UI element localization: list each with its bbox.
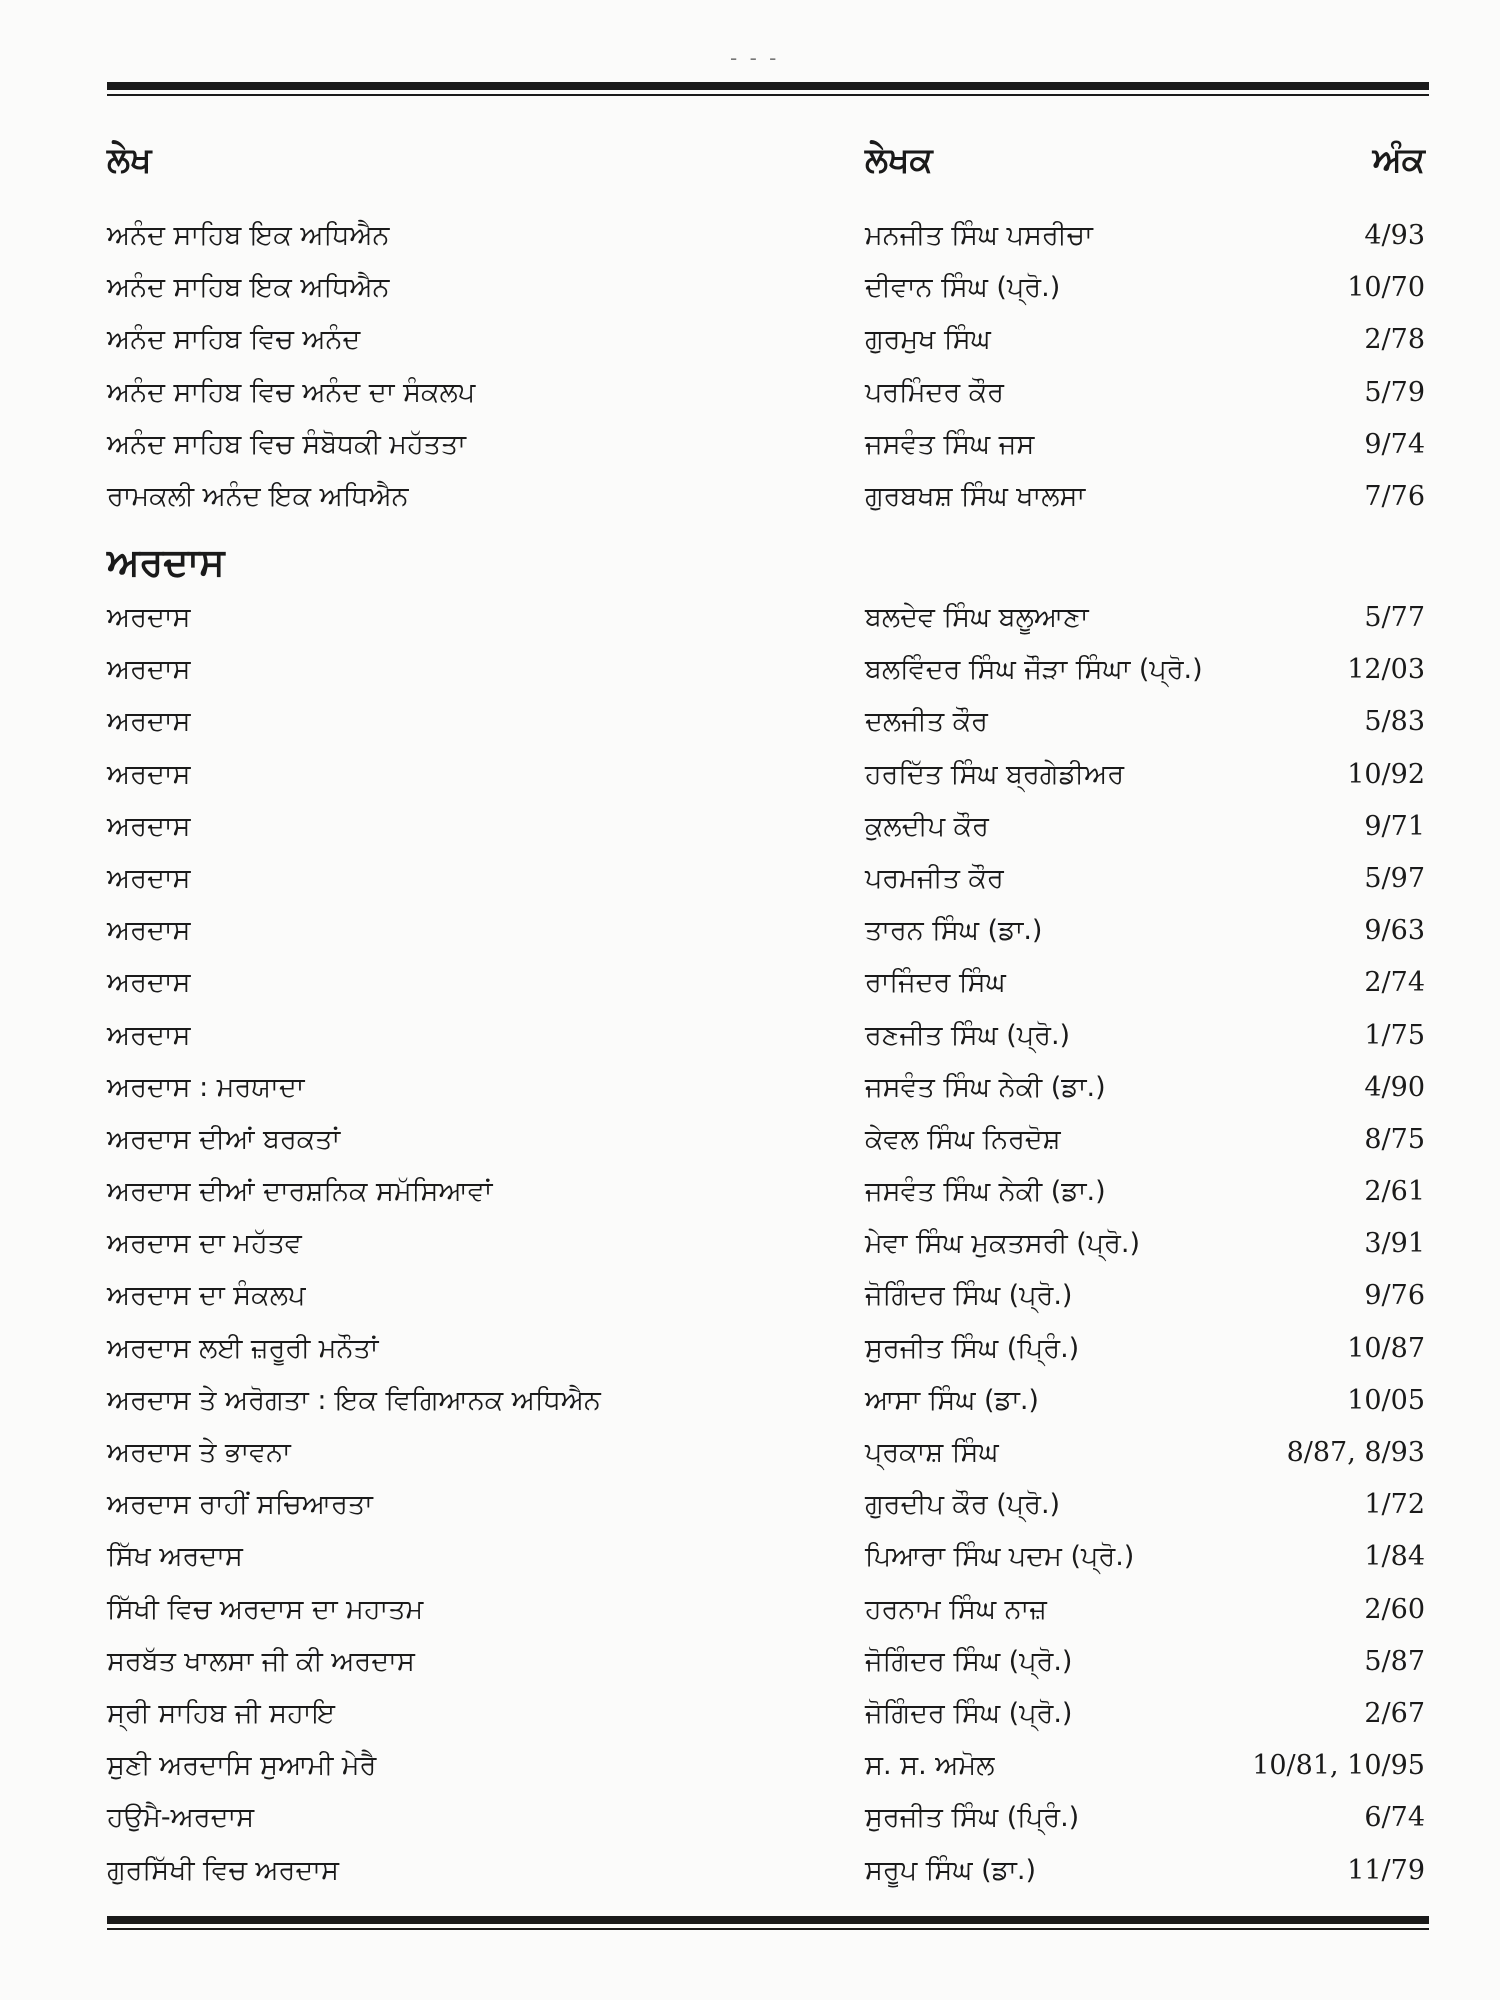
entry-author: ਬਲਵਿੰਦਰ ਸਿੰਘ ਜੌੜਾ ਸਿੰਘਾ (ਪ੍ਰੋ.) [865, 654, 1203, 686]
top-rule-thick [107, 82, 1429, 90]
entry-author: ਹਰਨਾਮ ਸਿੰਘ ਨਾਜ਼ [865, 1593, 1047, 1625]
index-row [107, 749, 1425, 801]
entry-author: ਬਲਦੇਵ ਸਿੰਘ ਬਲੂਆਣਾ [865, 602, 1089, 633]
entry-author: ਪਰਮਿੰਦਰ ਕੌਰ [865, 376, 1004, 408]
index-row [107, 262, 1425, 314]
index-row [107, 1531, 1425, 1583]
entry-title: ਅਨੰਦ ਸਾਹਿਬ ਵਿਚ ਸੰਬੋਧਕੀ ਮਹੱਤਤਾ [107, 428, 466, 460]
entry-issue: 11/79 [1347, 1854, 1425, 1886]
entry-author: ਜੋਗਿੰਦਰ ਸਿੰਘ (ਪ੍ਰੋ.) [865, 1280, 1073, 1312]
index-row [107, 1636, 1425, 1688]
entry-title: ਅਰਦਾਸ [107, 967, 191, 999]
index-row [107, 1740, 1425, 1792]
index-row [107, 1375, 1425, 1427]
entry-title: ਰਾਮਕਲੀ ਅਨੰਦ ਇਕ ਅਧਿਐਨ [107, 480, 409, 512]
entry-title: ਅਰਦਾਸ ਦੀਆਂ ਬਰਕਤਾਂ [107, 1123, 341, 1155]
entry-issue: 2/61 [1364, 1176, 1425, 1208]
entry-title: ਅਰਦਾਸ [107, 1019, 191, 1051]
entry-issue: 1/72 [1364, 1489, 1425, 1521]
index-row [107, 419, 1425, 471]
entry-title: ਅਰਦਾਸ ਦਾ ਮਹੱਤਵ [107, 1228, 302, 1260]
entry-author: ਗੁਰਮੁਖ ਸਿੰਘ [865, 324, 991, 356]
index-row [107, 1845, 1425, 1897]
entry-title: ਅਰਦਾਸ [107, 758, 191, 790]
index-row [107, 801, 1425, 853]
entry-author: ਮਨਜੀਤ ਸਿੰਘ ਪਸਰੀਚਾ [865, 220, 1093, 251]
header-author: ਲੇਖਕ [865, 140, 933, 180]
header-issue: ਅੰਕ [1372, 140, 1425, 180]
index-row [107, 644, 1425, 696]
entry-title: ਅਨੰਦ ਸਾਹਿਬ ਵਿਚ ਅਨੰਦ ਦਾ ਸੰਕਲਪ [107, 376, 476, 408]
entry-author: ਗੁਰਦੀਪ ਕੌਰ (ਪ੍ਰੋ.) [865, 1489, 1061, 1521]
entry-title: ਅਨੰਦ ਸਾਹਿਬ ਵਿਚ ਅਨੰਦ [107, 324, 361, 356]
entry-title: ਅਰਦਾਸ ਰਾਹੀਂ ਸਚਿਆਰਤਾ [107, 1489, 373, 1521]
entry-title: ਅਰਦਾਸ ਲਈ ਜ਼ਰੂਰੀ ਮਨੌਤਾਂ [107, 1332, 379, 1364]
entry-title: ਅਨੰਦ ਸਾਹਿਬ ਇਕ ਅਧਿਐਨ [107, 220, 390, 251]
entry-issue: 9/71 [1364, 810, 1425, 842]
entry-issue: 12/03 [1347, 654, 1425, 686]
entry-title: ਸਿੱਖੀ ਵਿਚ ਅਰਦਾਸ ਦਾ ਮਹਾਤਮ [107, 1593, 424, 1625]
bottom-rule-thin [107, 1928, 1429, 1930]
anand-entries-list [107, 210, 1425, 523]
entry-title: ਅਰਦਾਸ ਦਾ ਸੰਕਲਪ [107, 1280, 306, 1312]
index-row [107, 1114, 1425, 1166]
entry-title: ਅਰਦਾਸ [107, 706, 191, 738]
entry-title: ਅਰਦਾਸ [107, 915, 191, 947]
entry-title: ਅਨੰਦ ਸਾਹਿਬ ਇਕ ਅਧਿਐਨ [107, 272, 390, 304]
entry-author: ਪ੍ਰਕਾਸ਼ ਸਿੰਘ [865, 1437, 999, 1468]
entry-title: ਅਰਦਾਸ : ਮਰਯਾਦਾ [107, 1071, 305, 1103]
entry-issue: 2/78 [1364, 324, 1425, 356]
index-row [107, 592, 1425, 644]
entry-issue: 9/63 [1364, 915, 1425, 947]
entry-issue: 2/74 [1364, 967, 1425, 999]
entry-issue: 2/60 [1364, 1593, 1425, 1625]
entry-title: ਗੁਰਸਿੱਖੀ ਵਿਚ ਅਰਦਾਸ [107, 1854, 339, 1886]
entry-issue: 10/92 [1347, 758, 1425, 790]
entry-author: ਜੋਗਿੰਦਰ ਸਿੰਘ (ਪ੍ਰੋ.) [865, 1697, 1073, 1729]
header-article: ਲੇਖ [107, 140, 152, 180]
index-row [107, 1218, 1425, 1270]
entry-author: ਸੁਰਜੀਤ ਸਿੰਘ (ਪ੍ਰਿੰ.) [865, 1332, 1080, 1364]
entry-author: ਦਲਜੀਤ ਕੌਰ [865, 706, 988, 738]
ardas-entries-list [107, 592, 1425, 1897]
section-heading-ardas: ਅਰਦਾਸ [107, 540, 225, 584]
entry-issue: 9/76 [1364, 1280, 1425, 1312]
index-row [107, 696, 1425, 748]
entry-author: ਮੇਵਾ ਸਿੰਘ ਮੁਕਤਸਰੀ (ਪ੍ਰੋ.) [865, 1228, 1141, 1260]
index-row [107, 957, 1425, 1009]
entry-issue: 5/77 [1364, 602, 1425, 633]
entry-author: ਦੀਵਾਨ ਸਿੰਘ (ਪ੍ਰੋ.) [865, 272, 1061, 304]
entry-author: ਜੋਗਿੰਦਰ ਸਿੰਘ (ਪ੍ਰੋ.) [865, 1645, 1073, 1677]
entry-title: ਸ੍ਰੀ ਸਾਹਿਬ ਜੀ ਸਹਾਇ [107, 1697, 335, 1729]
entry-title: ਸੁਣੀ ਅਰਦਾਸਿ ਸੁਆਮੀ ਮੇਰੈ [107, 1750, 377, 1782]
index-row [107, 853, 1425, 905]
entry-author: ਗੁਰਬਖਸ਼ ਸਿੰਘ ਖਾਲਸਾ [865, 480, 1086, 512]
entry-issue: 10/05 [1347, 1384, 1425, 1416]
entry-title: ਅਰਦਾਸ ਤੇ ਭਾਵਨਾ [107, 1437, 291, 1468]
index-row [107, 367, 1425, 419]
entry-issue: 6/74 [1364, 1802, 1425, 1834]
entry-author: ਸ. ਸ. ਅਮੋਲ [865, 1750, 995, 1782]
entry-issue: 10/81, 10/95 [1252, 1750, 1425, 1782]
entry-issue: 10/87 [1347, 1332, 1425, 1364]
entry-issue: 5/87 [1364, 1645, 1425, 1677]
entry-author: ਕੁਲਦੀਪ ਕੌਰ [865, 810, 989, 842]
entry-title: ਅਰਦਾਸ [107, 602, 191, 633]
entry-author: ਰਾਜਿੰਦਰ ਸਿੰਘ [865, 967, 1006, 999]
entry-author: ਆਸਾ ਸਿੰਘ (ਡਾ.) [865, 1384, 1039, 1416]
index-row [107, 1479, 1425, 1531]
entry-issue: 4/93 [1364, 220, 1425, 251]
index-row [107, 1323, 1425, 1375]
entry-author: ਜਸਵੰਤ ਸਿੰਘ ਨੇਕੀ (ਡਾ.) [865, 1071, 1106, 1103]
entry-title: ਹਉਮੈ-ਅਰਦਾਸ [107, 1802, 255, 1834]
entry-issue: 5/79 [1364, 376, 1425, 408]
entry-author: ਜਸਵੰਤ ਸਿੰਘ ਨੇਕੀ (ਡਾ.) [865, 1176, 1106, 1208]
entry-issue: 1/75 [1364, 1019, 1425, 1051]
entry-title: ਅਰਦਾਸ [107, 654, 191, 686]
entry-issue: 10/70 [1347, 272, 1425, 304]
index-row [107, 471, 1425, 523]
index-row [107, 1584, 1425, 1636]
entry-author: ਸੁਰਜੀਤ ਸਿੰਘ (ਪ੍ਰਿੰ.) [865, 1802, 1080, 1834]
entry-issue: 5/97 [1364, 862, 1425, 894]
entry-issue: 8/75 [1364, 1123, 1425, 1155]
entry-issue: 4/90 [1364, 1071, 1425, 1103]
entry-title: ਅਰਦਾਸ ਦੀਆਂ ਦਾਰਸ਼ਨਿਕ ਸਮੱਸਿਆਵਾਂ [107, 1176, 493, 1208]
entry-author: ਪਿਆਰਾ ਸਿੰਘ ਪਦਮ (ਪ੍ਰੋ.) [865, 1541, 1135, 1573]
entry-title: ਅਰਦਾਸ ਤੇ ਅਰੋਗਤਾ : ਇਕ ਵਿਗਿਆਨਕ ਅਧਿਐਨ [107, 1384, 601, 1416]
index-row [107, 1010, 1425, 1062]
index-row [107, 210, 1425, 262]
entry-author: ਜਸਵੰਤ ਸਿੰਘ ਜਸ [865, 428, 1035, 460]
index-row [107, 1688, 1425, 1740]
top-rule-thin [107, 94, 1429, 96]
entry-issue: 3/91 [1364, 1228, 1425, 1260]
entry-author: ਸਰੂਪ ਸਿੰਘ (ਡਾ.) [865, 1854, 1036, 1886]
entry-issue: 2/67 [1364, 1697, 1425, 1729]
page-marker: - - - [730, 46, 780, 70]
index-row [107, 1427, 1425, 1479]
entry-author: ਹਰਦਿੱਤ ਸਿੰਘ ਬ੍ਰਗੇਡੀਅਰ [865, 758, 1125, 790]
entry-title: ਸਰਬੱਤ ਖਾਲਸਾ ਜੀ ਕੀ ਅਰਦਾਸ [107, 1645, 415, 1677]
index-row [107, 314, 1425, 366]
entry-author: ਪਰਮਜੀਤ ਕੌਰ [865, 862, 1004, 894]
entry-issue: 7/76 [1364, 480, 1425, 512]
entry-issue: 8/87, 8/93 [1286, 1437, 1425, 1468]
index-row [107, 905, 1425, 957]
bottom-rule-thick [107, 1916, 1429, 1924]
entry-issue: 1/84 [1364, 1541, 1425, 1573]
entry-author: ਰਣਜੀਤ ਸਿੰਘ (ਪ੍ਰੋ.) [865, 1019, 1071, 1051]
entry-author: ਕੇਵਲ ਸਿੰਘ ਨਿਰਦੋਸ਼ [865, 1123, 1061, 1155]
index-row [107, 1270, 1425, 1322]
index-row [107, 1792, 1425, 1844]
index-row [107, 1166, 1425, 1218]
entry-issue: 9/74 [1364, 428, 1425, 460]
entry-title: ਸਿੱਖ ਅਰਦਾਸ [107, 1541, 243, 1573]
column-header [107, 140, 1425, 190]
index-row [107, 1062, 1425, 1114]
entry-author: ਤਾਰਨ ਸਿੰਘ (ਡਾ.) [865, 915, 1043, 947]
entry-title: ਅਰਦਾਸ [107, 810, 191, 842]
entry-issue: 5/83 [1364, 706, 1425, 738]
entry-title: ਅਰਦਾਸ [107, 862, 191, 894]
